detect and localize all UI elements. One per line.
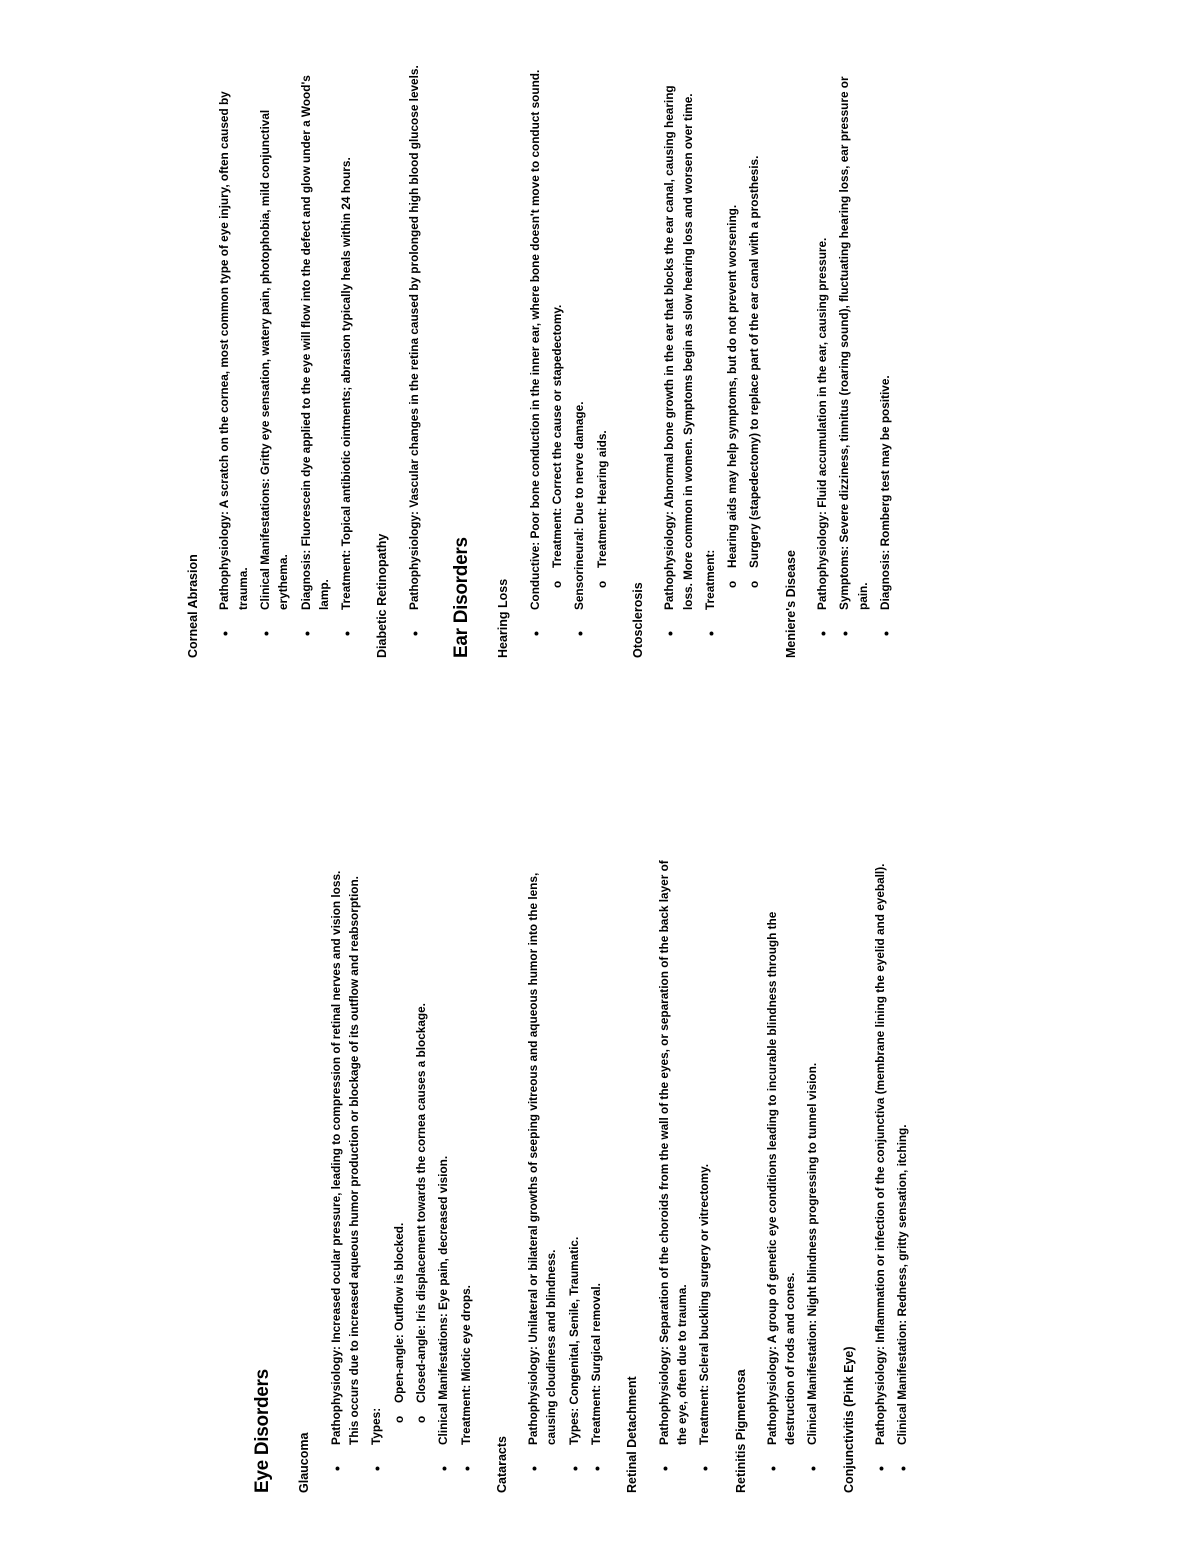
item-label: Pathophysiology: — [764, 1346, 779, 1445]
list-item — [876, 58, 894, 658]
item-text: Vascular changes in the retina caused by prolonged high blood glucose levels. — [406, 65, 421, 512]
list-item — [587, 853, 605, 1493]
item-label: Clinical Manifestation: — [805, 1319, 820, 1445]
list-item — [256, 58, 293, 658]
list-item — [695, 853, 713, 1493]
item-text: Fluorescein dye applied to the eye will flow into the defect and glow under a Wood's lamp. — [298, 75, 331, 610]
item-text: Iris displacement towards the cornea causes a blockage. — [413, 1003, 428, 1325]
item-label: Treatment: — [702, 549, 717, 610]
list-item — [524, 853, 561, 1493]
item-label: Treatment: — [458, 1384, 473, 1445]
sub-list-item — [390, 853, 408, 1445]
item-label: Types: — [566, 1407, 581, 1445]
item-label: Treatment: — [697, 1384, 712, 1445]
item-label: Treatment: — [589, 1384, 603, 1445]
item-label: Pathophysiology: — [526, 1346, 541, 1445]
item-text: Romberg test may be positive. — [877, 375, 892, 550]
item-label: Pathophysiology: — [406, 511, 421, 610]
list-item — [813, 58, 831, 658]
item-label: Clinical Manifestations: — [257, 478, 272, 610]
item-label: Pathophysiology: — [328, 1346, 343, 1445]
item-label: Clinical Manifestation: — [895, 1319, 910, 1445]
item-text: Fluid accumulation in the ear, causing pressure. — [815, 237, 830, 512]
list-item — [405, 58, 423, 658]
eye-disorders-title: Eye Disorders — [252, 1369, 273, 1493]
item-label: Pathophysiology: — [815, 511, 830, 610]
list-item — [570, 58, 611, 658]
list-item — [871, 853, 889, 1493]
list-item — [434, 853, 452, 1493]
item-text: Unilateral or bilateral growths of seeping vitreous and aqueous humor into the lens, causing cloudiness and blindness. — [526, 872, 559, 1445]
item-text: Night blindness progressing to tunnel vision. — [805, 1062, 820, 1320]
item-text: Eye pain, decreased vision. — [436, 1155, 451, 1314]
hearing-loss-list — [526, 58, 611, 658]
list-item — [327, 853, 364, 1493]
retinitis-list — [763, 853, 822, 1493]
item-label: Pathophysiology: — [662, 511, 677, 610]
list-item — [215, 58, 252, 658]
item-text: Abnormal bone growth in the ear that blocks the ear canal, causing hearing loss. More common in women. Symptoms begin as slow hearing loss and worsen over time. — [662, 85, 695, 610]
item-label: Pathophysiology: — [656, 1346, 671, 1445]
list-item — [803, 853, 821, 1493]
ear-disorders-title: Ear Disorders — [451, 537, 472, 658]
item-text: Redness, gritty sensation, itching. — [895, 1124, 910, 1320]
item-text: Surgical removal. — [589, 1283, 603, 1385]
corneal-abrasion-heading: Corneal Abrasion — [186, 554, 200, 658]
cataracts-heading: Cataracts — [494, 1436, 509, 1493]
retinal-detachment-list — [655, 853, 714, 1493]
retinal-detachment-heading: Retinal Detachment — [625, 1376, 640, 1493]
conjunctivitis-heading: Conjunctivitis (Pink Eye) — [841, 1346, 856, 1493]
hearing-loss-heading: Hearing Loss — [496, 578, 511, 658]
sub-list-item — [593, 58, 611, 610]
item-text: Separation of the choroids from the wall of the eyes, or separation of the back layer of the eye, often due to trauma. — [656, 860, 689, 1445]
item-label: Diagnosis: — [877, 549, 892, 610]
item-label: Conductive: — [527, 541, 542, 610]
sub-list — [723, 58, 764, 610]
item-text: Topical antibiotic ointments; abrasion typically heals within 24 hours. — [339, 157, 354, 550]
list-item — [835, 58, 872, 658]
menieres-heading: Meniere's Disease — [783, 550, 798, 658]
sub-list-item — [412, 853, 430, 1445]
corneal-abrasion-list — [215, 58, 355, 658]
item-text: Correct the cause or stapedectomy. — [550, 304, 565, 508]
sub-list-item: o Surgery (stapedectomy) to replace part of the ear canal with a prosthesis. — [745, 58, 763, 610]
item-label: Treatment: — [550, 507, 565, 568]
item-label: Clinical Manifestations: — [436, 1313, 451, 1445]
item-text: Inflammation or infection of the conjunctiva (membrane lining the eyelid and eyeball). — [873, 863, 888, 1347]
list-item — [701, 58, 764, 658]
otosclerosis-heading: Otosclerosis — [630, 582, 645, 658]
item-text: Congenital, Senile, Traumatic. — [566, 1236, 581, 1408]
item-text: Increased ocular pressure, leading to compression of retinal nerves and vision loss. This occurs due to increased aqueous humor production or blockage of its outflow and reabsorption. — [328, 870, 362, 1445]
item-text: Severe dizziness, tinnitus (roaring sound), fluctuating hearing loss, ear pressure or pain. — [837, 76, 870, 610]
glaucoma-list — [327, 853, 475, 1493]
item-text: Poor bone conduction in the inner ear, where bone doesn't move to conduct sound. — [527, 69, 542, 542]
retinitis-heading: Retinitis Pigmentosa — [733, 1369, 748, 1493]
sub-list — [593, 58, 611, 610]
list-item — [457, 853, 475, 1493]
conjunctivitis-list — [871, 853, 912, 1493]
sub-list — [548, 58, 566, 610]
list-item — [367, 853, 430, 1493]
item-label: Pathophysiology: — [217, 511, 232, 610]
item-label: Treatment: — [594, 507, 609, 568]
item-text: Hearing aids. — [594, 430, 609, 508]
cataracts-list — [524, 853, 605, 1493]
item-text: Scleral buckling surgery or vitrectomy. — [697, 1163, 712, 1385]
left-column — [248, 853, 916, 1493]
item-text: A group of genetic eye conditions leading to incurable blindness through the destruction of rods and cones. — [764, 911, 798, 1445]
list-item — [526, 58, 567, 658]
item-text: Miotic eye drops. — [458, 1285, 473, 1385]
item-label: Treatment: — [339, 549, 354, 610]
diabetic-retinopathy-list — [405, 58, 423, 658]
list-item — [337, 58, 355, 658]
otosclerosis-list — [660, 58, 763, 658]
item-text: Due to nerve damage. — [572, 401, 587, 528]
item-label: Open-angle: — [391, 1334, 406, 1403]
item-text: A scratch on the cornea, most common type of eye injury, often caused by trauma. — [217, 91, 250, 610]
sub-list-item: o Hearing aids may help symptoms, but do not prevent worsening. — [723, 58, 741, 610]
sub-list-item — [548, 58, 566, 610]
item-label: Pathophysiology: — [873, 1346, 888, 1445]
menieres-list — [813, 58, 894, 658]
list-item — [660, 58, 697, 658]
item-label: Sensorineural: — [572, 527, 587, 610]
sub-list — [390, 853, 431, 1445]
right-column — [184, 58, 898, 658]
item-label: Closed-angle: — [413, 1325, 428, 1403]
item-text: Outflow is blocked. — [391, 1222, 406, 1335]
item-text: Gritty eye sensation, watery pain, photophobia, mild conjunctival erythema. — [257, 109, 291, 610]
list-item — [297, 58, 334, 658]
diabetic-retinopathy-heading: Diabetic Retinopathy — [375, 533, 390, 658]
list-item — [893, 853, 911, 1493]
item-label: Symptoms: — [837, 545, 852, 610]
item-label: Diagnosis: — [298, 549, 313, 610]
list-item — [763, 853, 800, 1493]
item-label: Types: — [369, 1407, 384, 1445]
list-item — [655, 853, 692, 1493]
glaucoma-heading: Glaucoma — [297, 1432, 312, 1493]
list-item — [565, 853, 583, 1493]
